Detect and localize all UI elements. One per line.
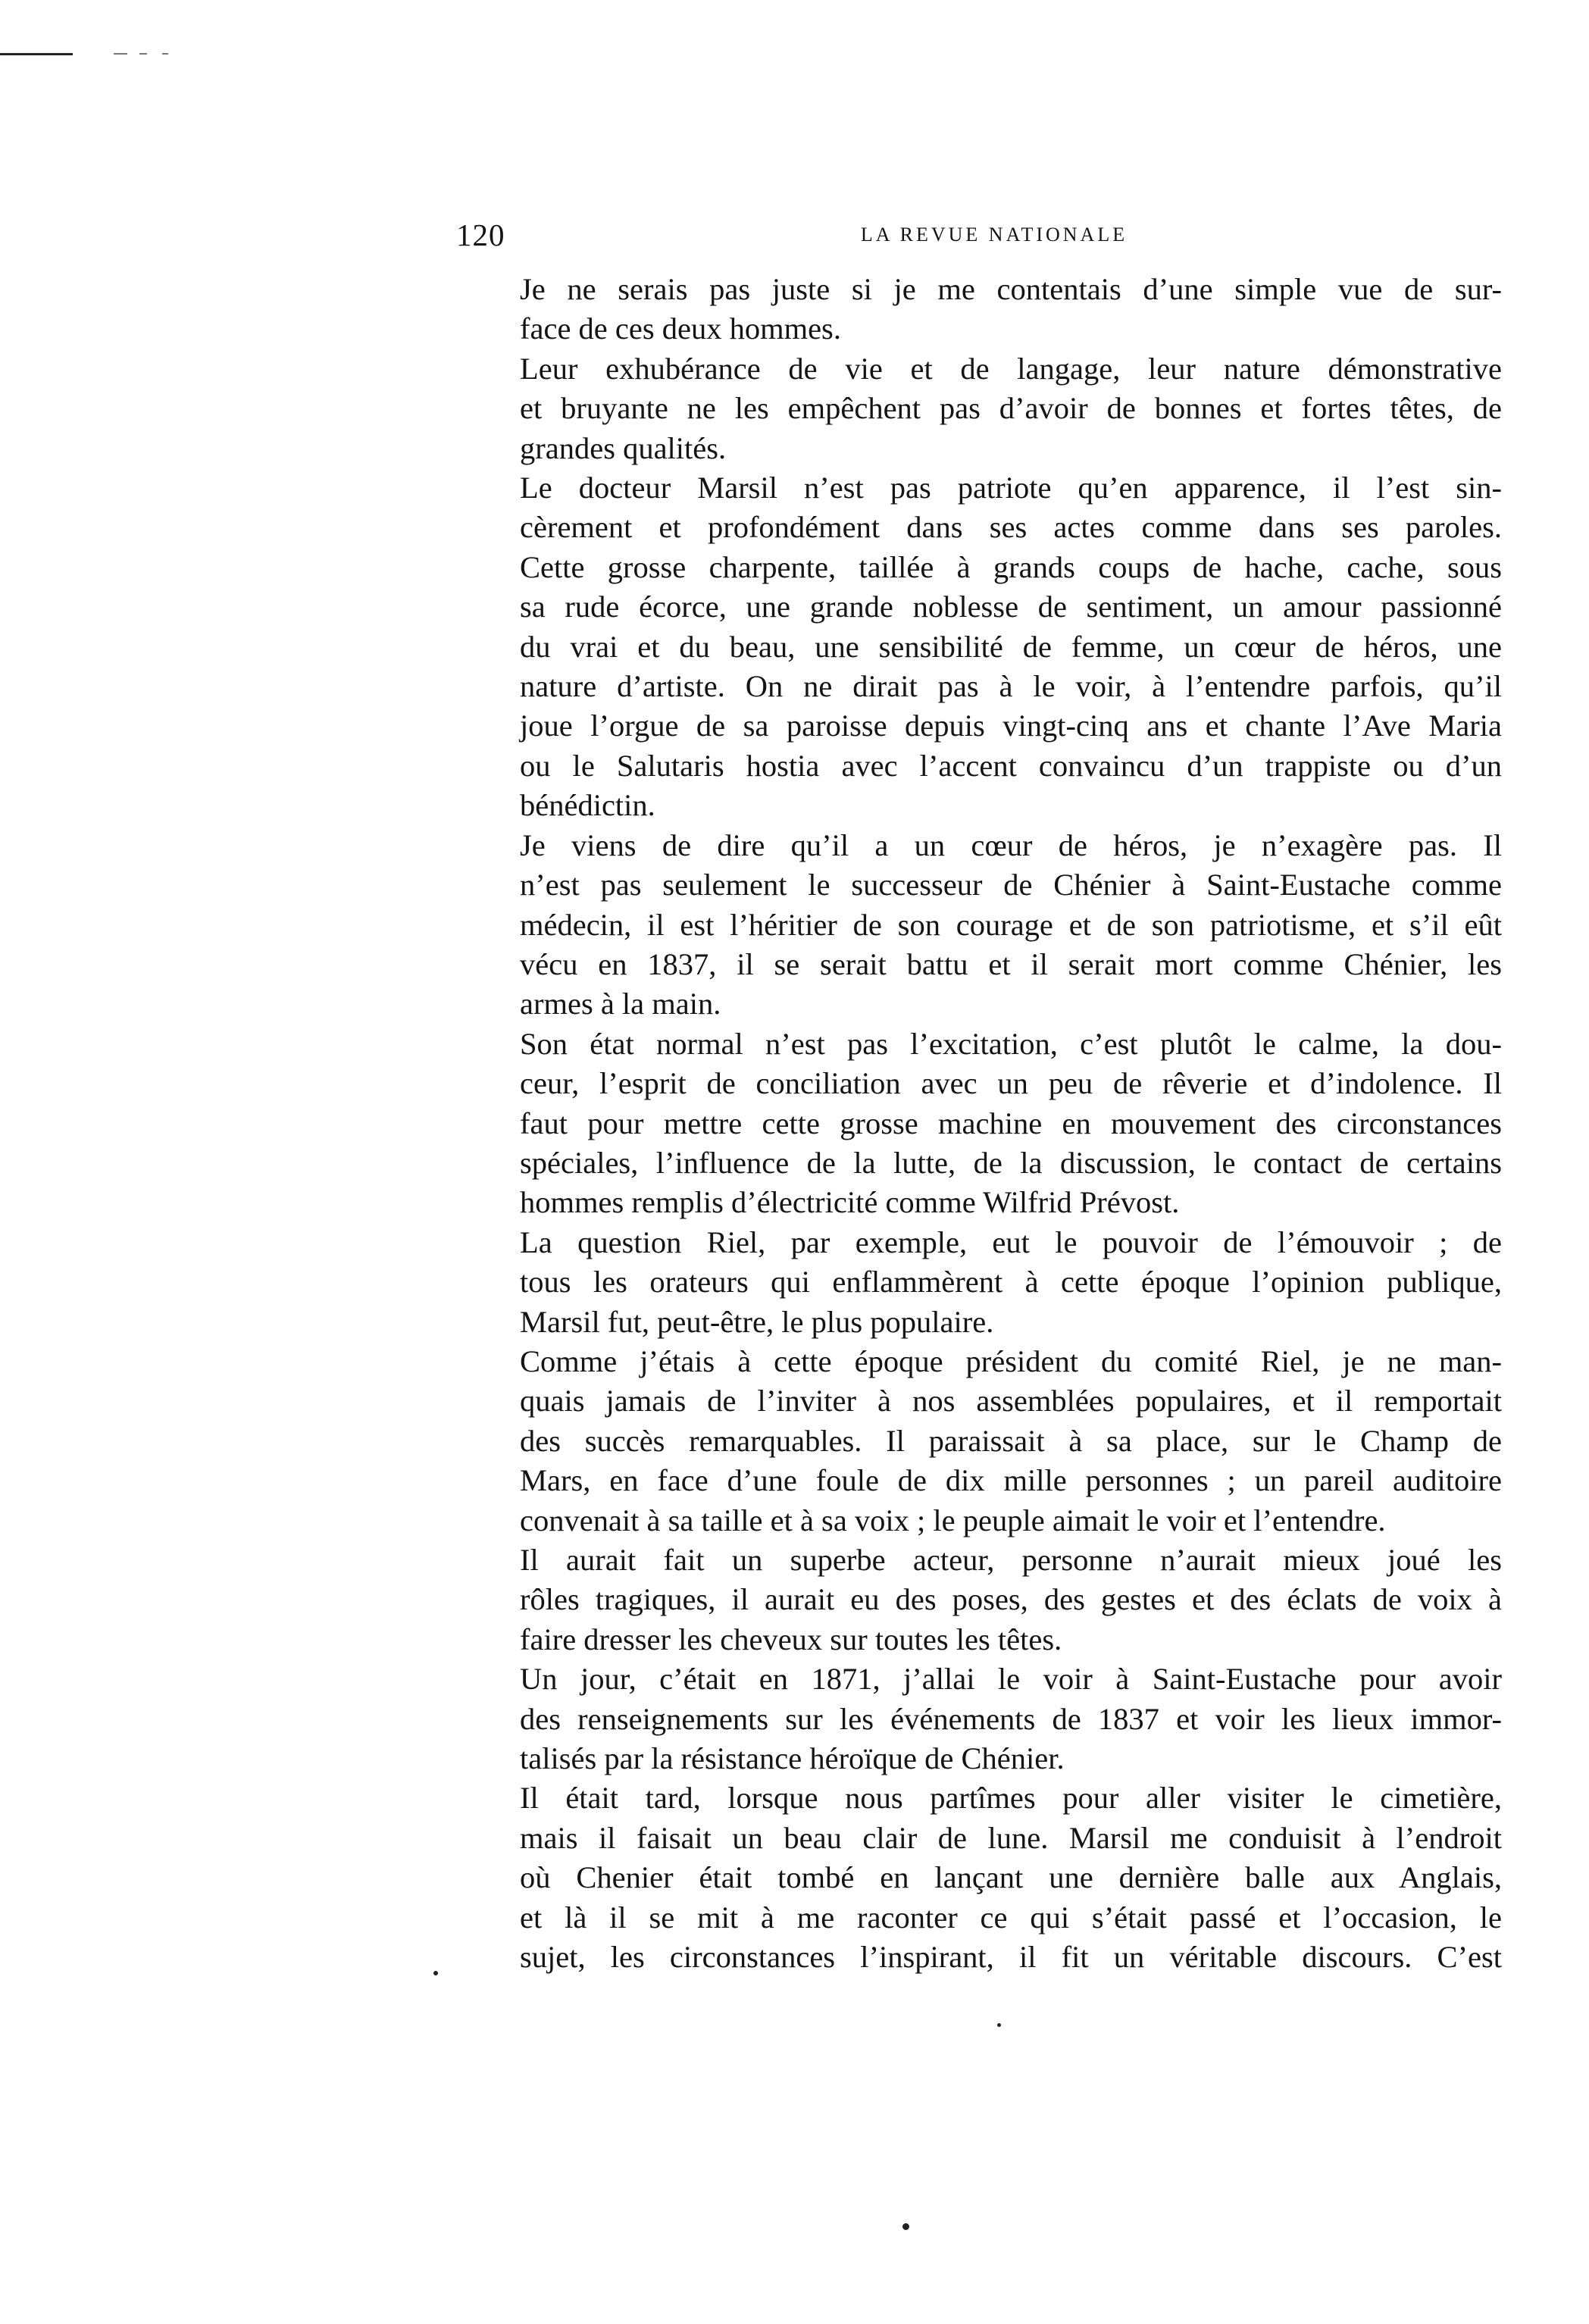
text-line: joue l’orgue de sa paroisse depuis vingt-cinq ans et chante l’Ave Maria: [520, 708, 1502, 743]
text-line: n’est pas seulement le successeur de Chénier à Saint-Eustache comme: [520, 868, 1502, 902]
text-line: hommes remplis d’électricité comme Wilfrid Prévost.: [520, 1185, 1180, 1220]
text-line: Mars, en face d’une foule de dix mille personnes ; un pareil auditoire: [520, 1463, 1502, 1498]
text-line: Il aurait fait un superbe acteur, personne n’aurait mieux joué les: [520, 1543, 1502, 1577]
text-line: mais il faisait un beau clair de lune. Marsil me conduisit à l’endroit: [520, 1820, 1502, 1855]
text-line: Un jour, c’était en 1871, j’allai le voir à Saint-Eustache pour avoir: [520, 1662, 1502, 1697]
text-line: Cette grosse charpente, taillée à grands coups de hache, cache, sous: [520, 549, 1502, 584]
scan-speck: [997, 2023, 1001, 2027]
paragraph: [456, 1778, 1502, 1977]
paragraph: [456, 468, 1502, 826]
text-line: convenait à sa taille et à sa voix ; le peuple aimait le voir et l’entendre.: [520, 1503, 1386, 1537]
text-line: nature d’artiste. On ne dirait pas à le voir, à l’entendre parfois, qu’il: [520, 669, 1502, 704]
text-line: sa rude écorce, une grande noblesse de sentiment, un amour passionné: [520, 590, 1502, 624]
page-header: [456, 216, 1502, 254]
text-line: face de ces deux hommes.: [520, 311, 841, 346]
text-line: Le docteur Marsil n’est pas patriote qu’en apparence, il l’est sin-: [520, 471, 1502, 505]
paragraph: [456, 349, 1502, 468]
text-line: cèrement et profondément dans ses actes comme dans ses paroles.: [520, 510, 1502, 545]
text-line: ou le Salutaris hostia avec l’accent convaincu d’un trappiste ou d’un: [520, 748, 1502, 783]
text-line: faut pour mettre cette grosse machine en mouvement des circonstances: [520, 1106, 1502, 1140]
paragraph: [456, 1024, 1502, 1223]
text-line: talisés par la résistance héroïque de Chénier.: [520, 1741, 1065, 1776]
text-line: La question Riel, par exemple, eut le pouvoir de l’émouvoir ; de: [520, 1225, 1502, 1259]
text-line: tous les orateurs qui enflammèrent à cette époque l’opinion publique,: [520, 1265, 1502, 1300]
text-line: Je viens de dire qu’il a un cœur de héros, je n’exagère pas. Il: [520, 827, 1502, 862]
text-line: ceur, l’esprit de conciliation avec un peu de rêverie et d’indolence. Il: [520, 1066, 1502, 1101]
paragraph: [456, 1659, 1502, 1778]
text-line: rôles tragiques, il aurait eu des poses, des gestes et des éclats de voix à: [520, 1582, 1502, 1617]
text-line: Marsil fut, peut-être, le plus populaire.: [520, 1304, 994, 1339]
scan-dash-mark: [139, 53, 147, 55]
text-line: grandes qualités.: [520, 430, 727, 465]
text-line: Son état normal n’est pas l’excitation, c’est plutôt le calme, la dou-: [520, 1026, 1502, 1061]
text-line: et bruyante ne les empêchent pas d’avoir de bonnes et fortes têtes, de: [520, 391, 1502, 426]
text-line: du vrai et du beau, une sensibilité de femme, un cœur de héros, une: [520, 629, 1502, 664]
text-line: Je ne serais pas juste si je me contentais d’une simple vue de sur-: [520, 272, 1502, 306]
text-line: sujet, les circonstances l’inspirant, il fit un véritable discours. C’est: [520, 1940, 1502, 1975]
text-line: quais jamais de l’inviter à nos assemblées populaires, et il remportait: [520, 1384, 1502, 1418]
scan-speck: [902, 2223, 909, 2230]
page-number: 120: [456, 217, 505, 252]
scan-dash-mark: [162, 53, 168, 55]
paragraph: [456, 1223, 1502, 1342]
text-line: des renseignements sur les événements de 1837 et voir les lieux immor-: [520, 1701, 1502, 1736]
text-line: Leur exhubérance de vie et de langage, leur nature démonstrative: [520, 351, 1502, 386]
scan-edge-rule: [0, 53, 73, 55]
body-text: [456, 270, 1502, 1977]
text-line: médecin, il est l’héritier de son courage et de son patriotisme, et s’il eût: [520, 907, 1502, 942]
text-line: où Chenier était tombé en lançant une dernière balle aux Anglais,: [520, 1860, 1502, 1895]
paragraph: [456, 826, 1502, 1024]
text-line: et là il se mit à me raconter ce qui s’était passé et l’occasion, le: [520, 1900, 1502, 1935]
paragraph: [456, 1342, 1502, 1540]
text-line: spéciales, l’influence de la lutte, de la discussion, le contact de certains: [520, 1145, 1502, 1180]
text-line: bénédictin.: [520, 788, 655, 823]
paragraph: [456, 1540, 1502, 1659]
text-line: vécu en 1837, il se serait battu et il serait mort comme Chénier, les: [520, 946, 1502, 981]
text-line: Il était tard, lorsque nous partîmes pour aller visiter le cimetière,: [520, 1781, 1502, 1816]
paragraph: [456, 270, 1502, 349]
running-title: LA REVUE NATIONALE: [860, 224, 1128, 246]
scan-dash-mark: [114, 53, 127, 55]
text-line: des succès remarquables. Il paraissait à sa place, sur le Champ de: [520, 1423, 1502, 1458]
text-line: armes à la main.: [520, 987, 721, 1021]
text-line: Comme j’étais à cette époque président du comité Riel, je ne man-: [520, 1343, 1502, 1378]
scan-speck: [433, 1971, 438, 1975]
text-line: faire dresser les cheveux sur toutes les têtes.: [520, 1622, 1062, 1656]
